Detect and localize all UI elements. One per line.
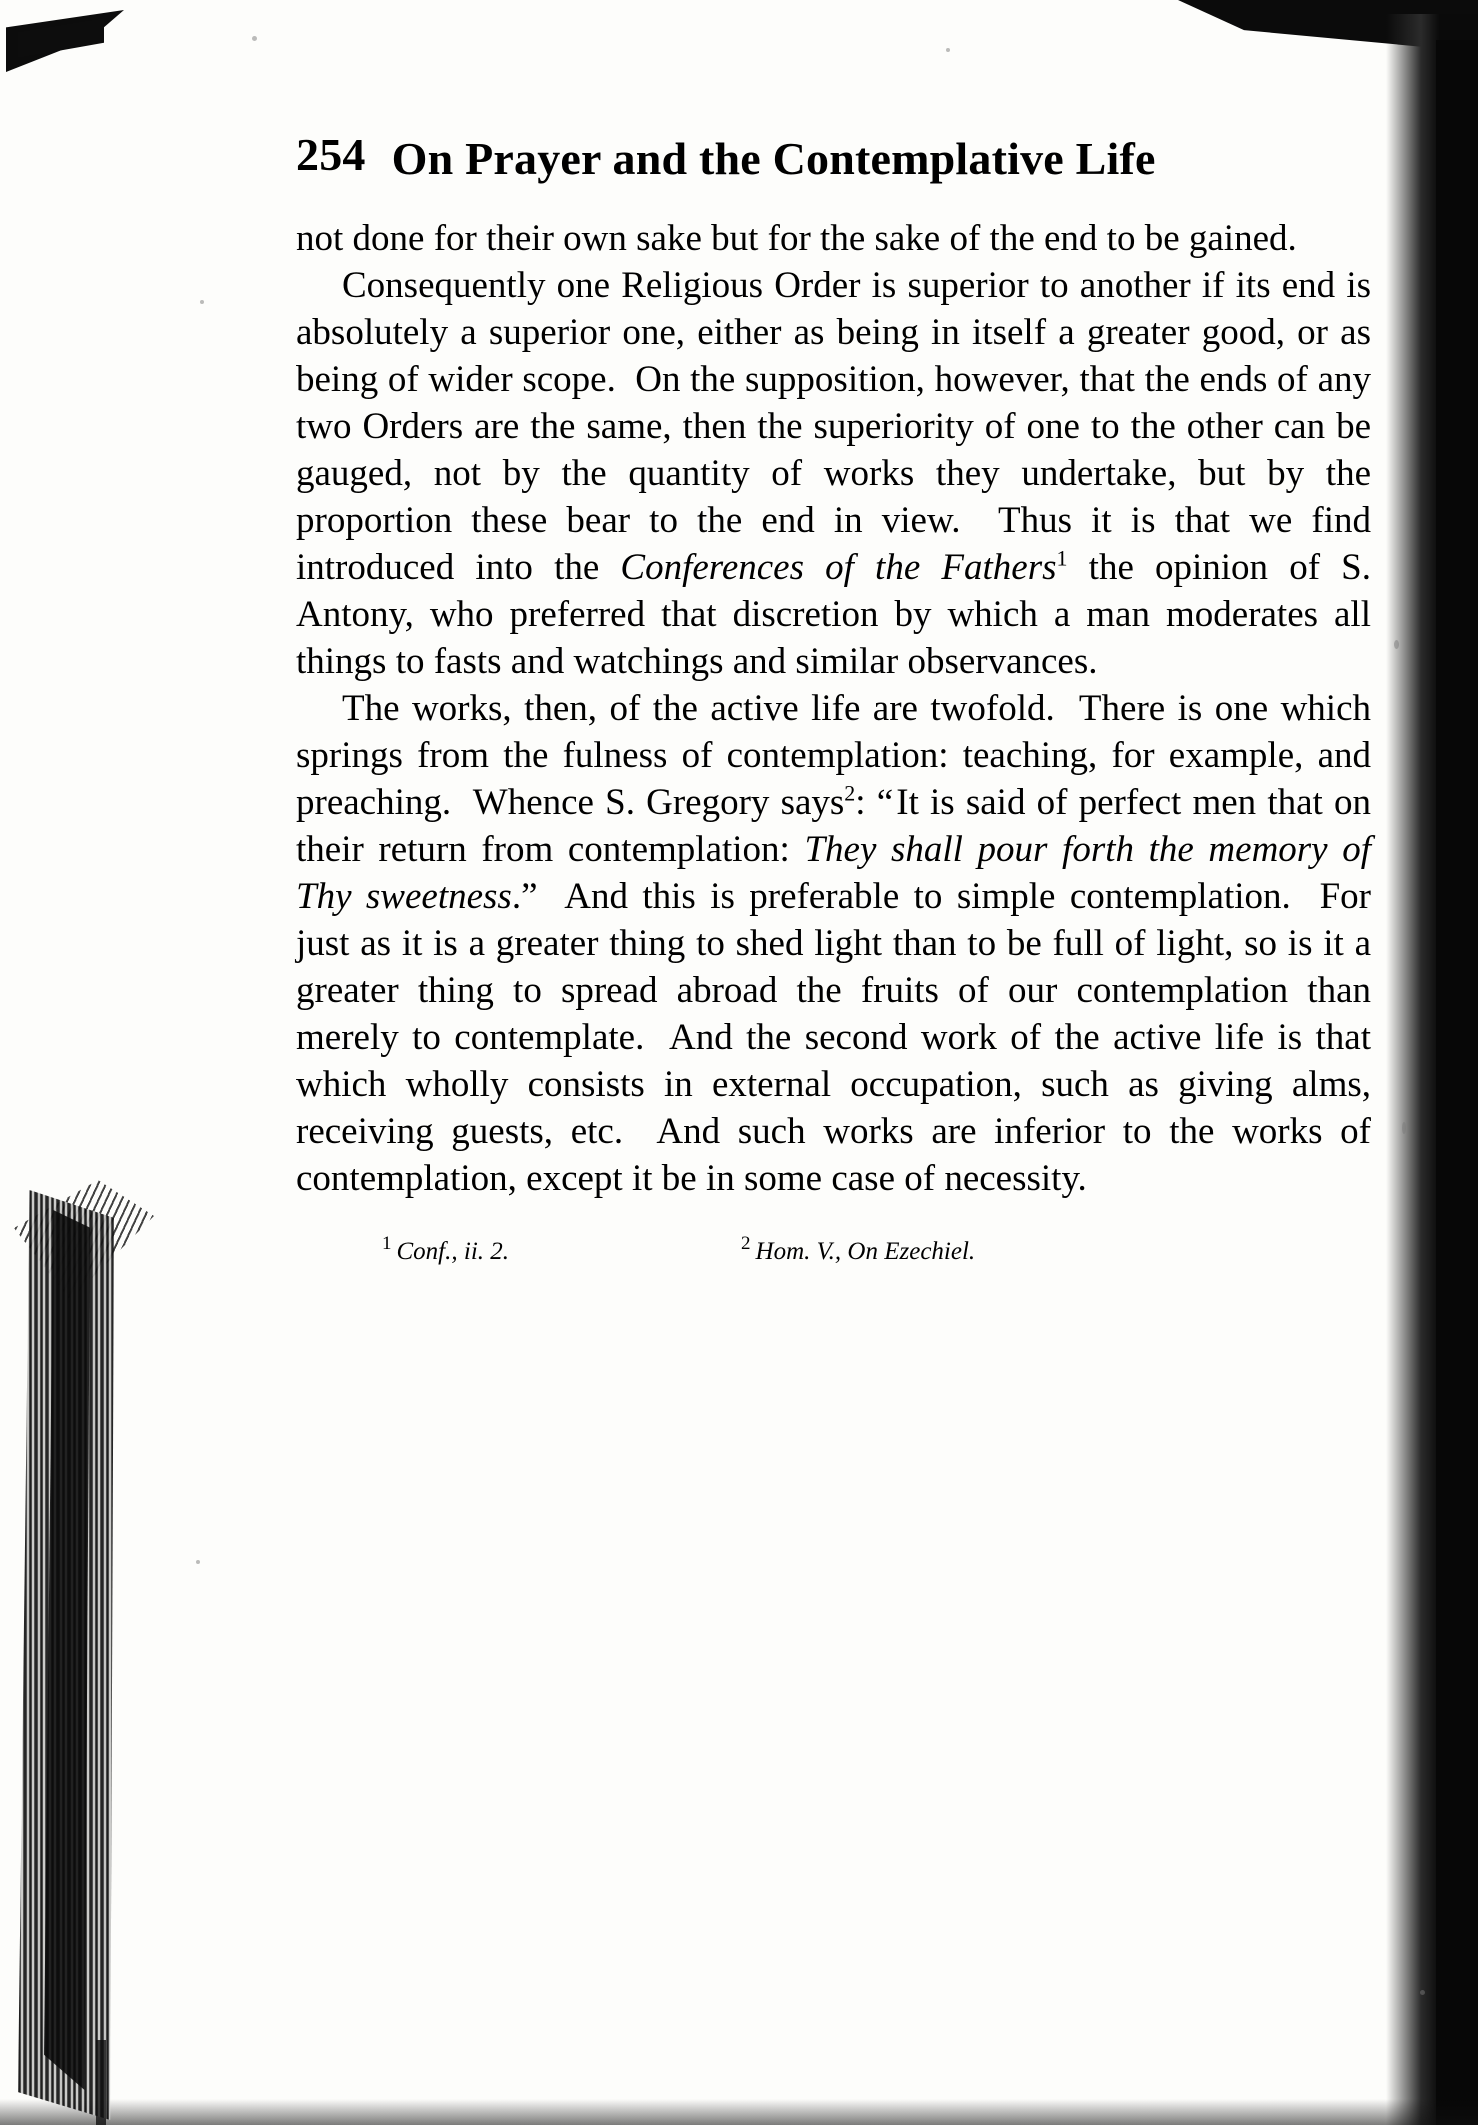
scan-edge-bottom	[0, 2099, 1478, 2125]
italic-title-conferences: Conferences of the Fathers	[620, 546, 1057, 588]
scan-speck	[946, 48, 950, 52]
footnote-1-text: Conf., ii. 2.	[396, 1237, 510, 1265]
page-text-column	[296, 130, 1371, 1266]
italic-quote-gregory: They shall pour forth the memory of Thy sweetness	[296, 828, 1371, 917]
footnote-2-marker: 2	[741, 1233, 751, 1255]
scan-speck	[200, 300, 204, 304]
paragraph-1-text: not done for their own sake but for the sake of the end to be gained.	[296, 217, 1297, 259]
paragraph-2: Consequently one Religious Order is superior to another if its end is absolutely a superior one, either as being in itself a greater good, or as being of wider scope. On the supposition, however, that the ends of any two Orders are the same, then the superiority of one to the other can be gauged, not by the quantity of works they undertake, but by the proportion these bear to the end in view. Thus it is that we find introduced into the Conferences of the Fathers$^1$ the opinion of S. Antony, who preferred that discretion by which a man moderates all things to fasts and watchings and similar observances.	[296, 264, 1371, 682]
scan-speck	[196, 1560, 200, 1564]
footnotes	[296, 1233, 1371, 1266]
footnote-2-text: Hom. V., On Ezechiel.	[755, 1237, 976, 1265]
footnote-1	[382, 1233, 510, 1266]
page-header	[296, 129, 1371, 184]
running-head-text: On Prayer and the Contemplative Life	[391, 133, 1156, 184]
footnote-ref-1[interactable]: 1	[1056, 545, 1068, 571]
page-number: 254	[296, 129, 366, 180]
scan-edge-right-solid	[1436, 40, 1478, 2125]
footnote-2	[741, 1233, 976, 1266]
paragraph-1	[296, 215, 1371, 262]
footnote-1-marker: 1	[382, 1233, 392, 1255]
scan-speck	[1394, 640, 1399, 649]
scan-speck	[1420, 1990, 1425, 1995]
footnote-ref-2[interactable]: 2	[844, 780, 856, 806]
scan-binding-tail	[96, 2040, 106, 2125]
paragraph-3: The works, then, of the active life are twofold. There is one which springs from the fulness of contemplation: teaching, for example, and preaching. Whence S. Gregory says$^2$: “ It is said of perfect men that on their return from contemplation: They shall pour forth the memory of Thy sweetness.” And this is preferable to simple contemplation. For just as it is a greater thing to shed light than to be full of light, so is it a greater thing to spread abroad the fruits of our contemplation than merely to contemplate. And the second work of the active life is that which wholly consists in external occupation, such as giving alms, receiving guests, etc. And such works are inferior to the works of contemplation, except it be in some case of necessity.	[296, 687, 1371, 1199]
scan-speck	[1402, 1122, 1406, 1134]
scan-speck	[252, 36, 257, 41]
